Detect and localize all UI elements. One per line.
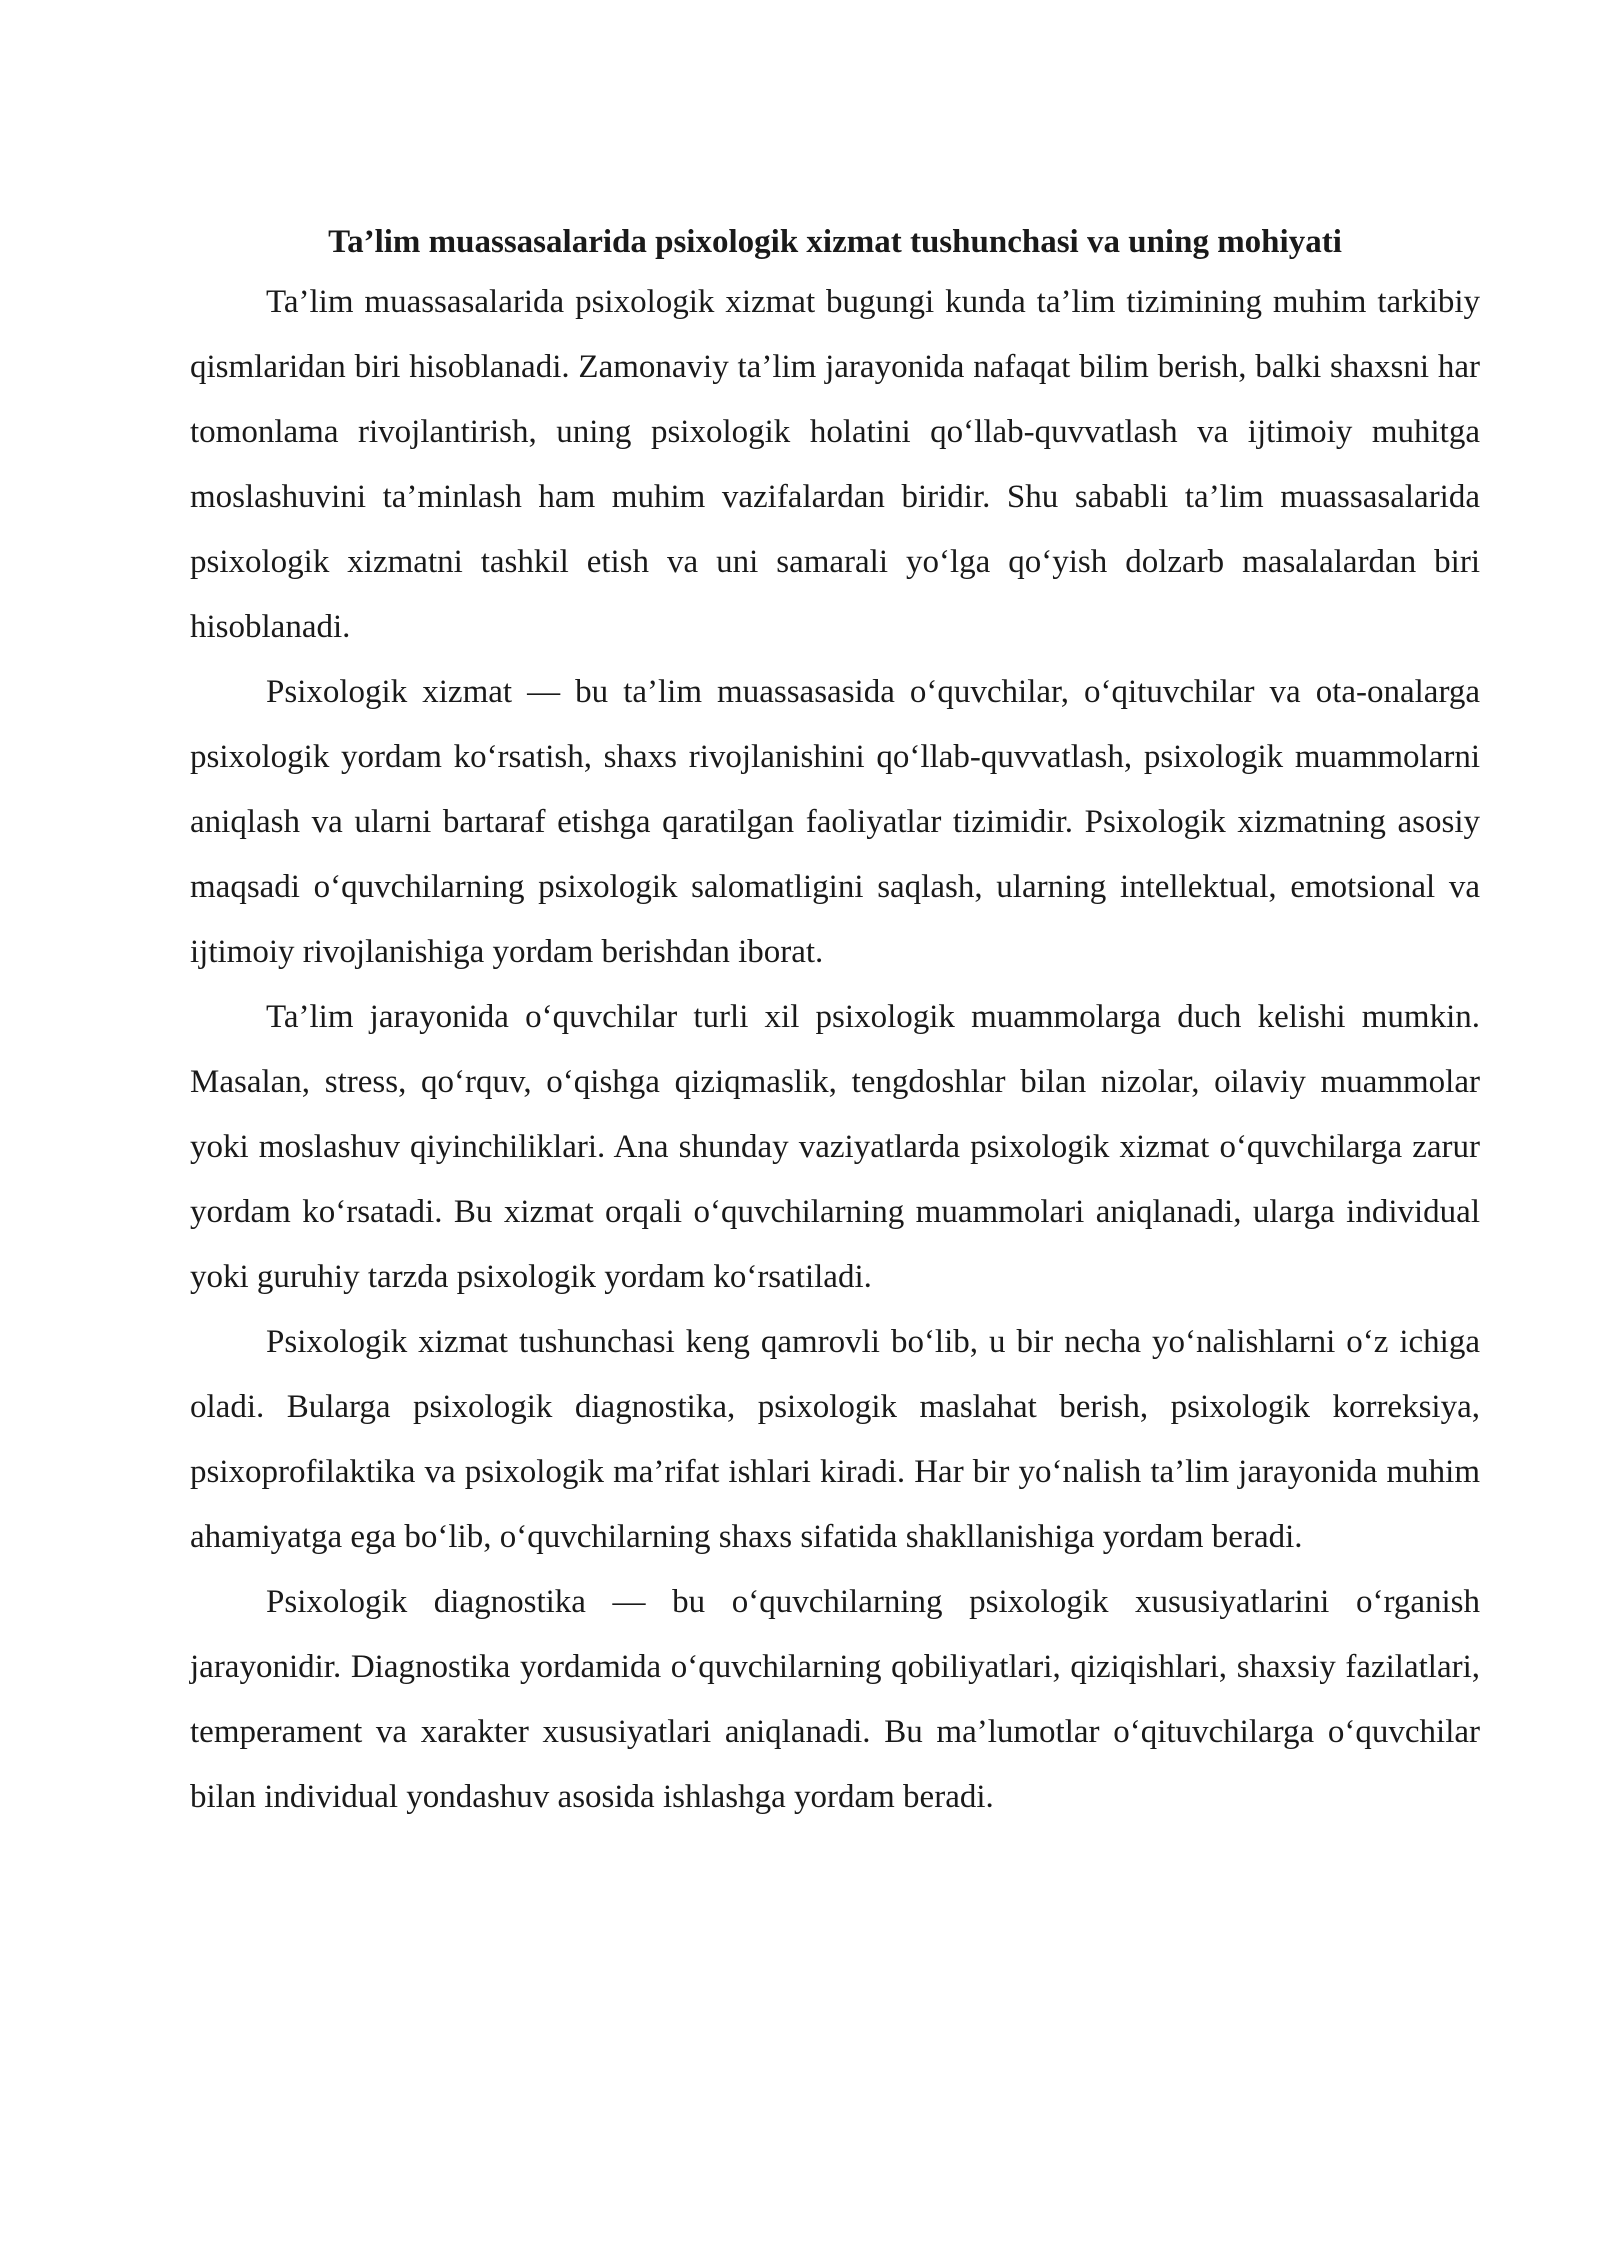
document-title: Ta’lim muassasalarida psixologik xizmat tushunchasi va uning mohiyati [328, 224, 1342, 260]
paragraph-diagnostics: Psixologik diagnostika — bu o‘quvchilarning psixologik xususiyatlarini o‘rganish jarayonidir. Diagnostika yordamida o‘quvchilarning qobiliyatlari, qiziqishlari, shaxsiy fazilatlari, temperament va xarakter xususiyatlari aniqlanadi. Bu ma’lumotlar o‘qituvchilarga o‘quvchilar bilan individual yondashuv asosida ishlashga yordam beradi. [190, 1584, 1480, 1815]
paragraph-intro: Ta’lim muassasalarida psixologik xizmat bugungi kunda ta’lim tizimining muhim tarkibiy qismlaridan biri hisoblanadi. Zamonaviy ta’lim jarayonida nafaqat bilim berish, balki shaxsni har tomonlama rivojlantirish, uning psixologik holatini qo‘llab-quvvatlash va ijtimoiy muhitga moslashuvini ta’minlash ham muhim vazifalardan biridir. Shu sababli ta’lim muassasalarida psixologik xizmatni tashkil etish va uni samarali yo‘lga qo‘yish dolzarb masalalardan biri hisoblanadi. [190, 284, 1480, 645]
paragraph-problems: Ta’lim jarayonida o‘quvchilar turli xil psixologik muammolarga duch kelishi mumkin. Masalan, stress, qo‘rquv, o‘qishga qiziqmaslik, tengdoshlar bilan nizolar, oilaviy muammolar yoki moslashuv qiyinchiliklari. Ana shunday vaziyatlarda psixologik xizmat o‘quvchilarga zarur yordam ko‘rsatadi. Bu xizmat orqali o‘quvchilarning muammolari aniqlanadi, ularga individual yoki guruhiy tarzda psixologik yordam ko‘rsatiladi. [190, 999, 1480, 1295]
paragraph-directions: Psixologik xizmat tushunchasi keng qamrovli bo‘lib, u bir necha yo‘nalishlarni o‘z ichiga oladi. Bularga psixologik diagnostika, psixologik maslahat berish, psixologik korreksiya, psixoprofilaktika va psixologik ma’rifat ishlari kiradi. Har bir yo‘nalish ta’lim jarayonida muhim ahamiyatga ega bo‘lib, o‘quvchilarning shaxs sifatida shakllanishiga yordam beradi. [190, 1324, 1480, 1555]
paragraph-definition: Psixologik xizmat — bu ta’lim muassasasida o‘quvchilar, o‘qituvchilar va ota-onalarga psixologik yordam ko‘rsatish, shaxs rivojlanishini qo‘llab-quvvatlash, psixologik muammolarni aniqlash va ularni bartaraf etishga qaratilgan faoliyatlar tizimidir. Psixologik xizmatning asosiy maqsadi o‘quvchilarning psixologik salomatligini saqlash, ularning intellektual, emotsional va ijtimoiy rivojlanishiga yordam berishdan iborat. [190, 674, 1480, 970]
document-body [190, 215, 1480, 1830]
